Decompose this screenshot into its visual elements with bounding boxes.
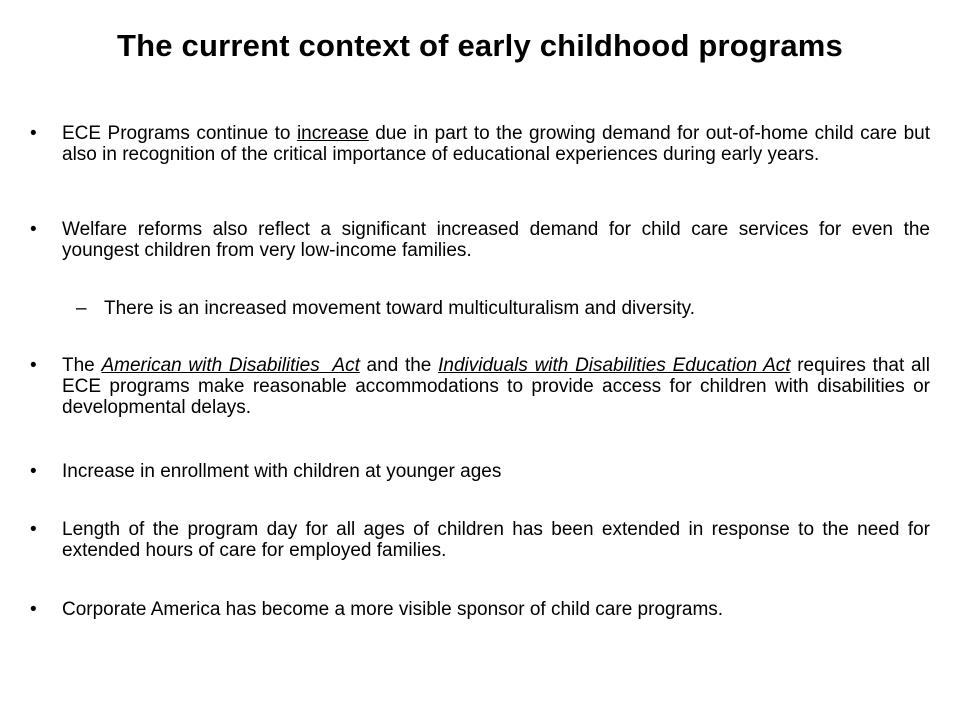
bullet-text — [62, 123, 930, 165]
bullet-text-part: requires that all ECE programs make reasonable accommodations to provide access for children with disabilities or developmental delays. — [62, 355, 930, 418]
bullet-text: Welfare reforms also reflect a significant increased demand for child care services for even the youngest children from very low-income families. — [62, 219, 930, 261]
slide-title: The current context of early childhood programs — [117, 28, 843, 63]
bullet-item — [30, 123, 930, 165]
bullet-text — [62, 355, 930, 418]
ada-act-link: American with Disabilities Act — [101, 355, 360, 376]
bullet-item — [30, 519, 930, 561]
bullet-text-part: ECE Programs continue to — [62, 123, 297, 144]
bullet-marker: • — [30, 355, 37, 376]
bullet-text: Corporate America has become a more visible sponsor of child care programs. — [62, 599, 724, 620]
bullet-marker: • — [30, 461, 37, 482]
bullet-item — [30, 355, 930, 418]
bullet-text-part: The — [62, 355, 102, 376]
bullet-text: Length of the program day for all ages of children has been extended in response to the need for extended hours of care for employed families. — [62, 519, 930, 561]
bullet-item — [30, 599, 930, 620]
bullet-marker: • — [30, 123, 37, 144]
increase-underlined: increase — [296, 123, 369, 144]
bullet-text: Increase in enrollment with children at younger ages — [62, 461, 502, 482]
bullet-text-part: and the — [359, 355, 439, 376]
sub-bullet-item — [76, 298, 936, 319]
idea-act-link: Individuals with Disabilities Education Act — [438, 355, 791, 376]
bullet-item — [30, 461, 930, 482]
bullet-marker: • — [30, 599, 37, 620]
bullet-marker: • — [30, 219, 37, 240]
bullet-item — [30, 219, 930, 261]
bullet-marker: • — [30, 519, 37, 540]
sub-bullet-text: There is an increased movement toward multiculturalism and diversity. — [104, 298, 695, 319]
dash-marker: – — [76, 298, 87, 319]
bullet-text-part: due in part to the growing demand for out-of-home child care but also in recognition of the critical importance of educational experiences during early years. — [62, 123, 930, 165]
